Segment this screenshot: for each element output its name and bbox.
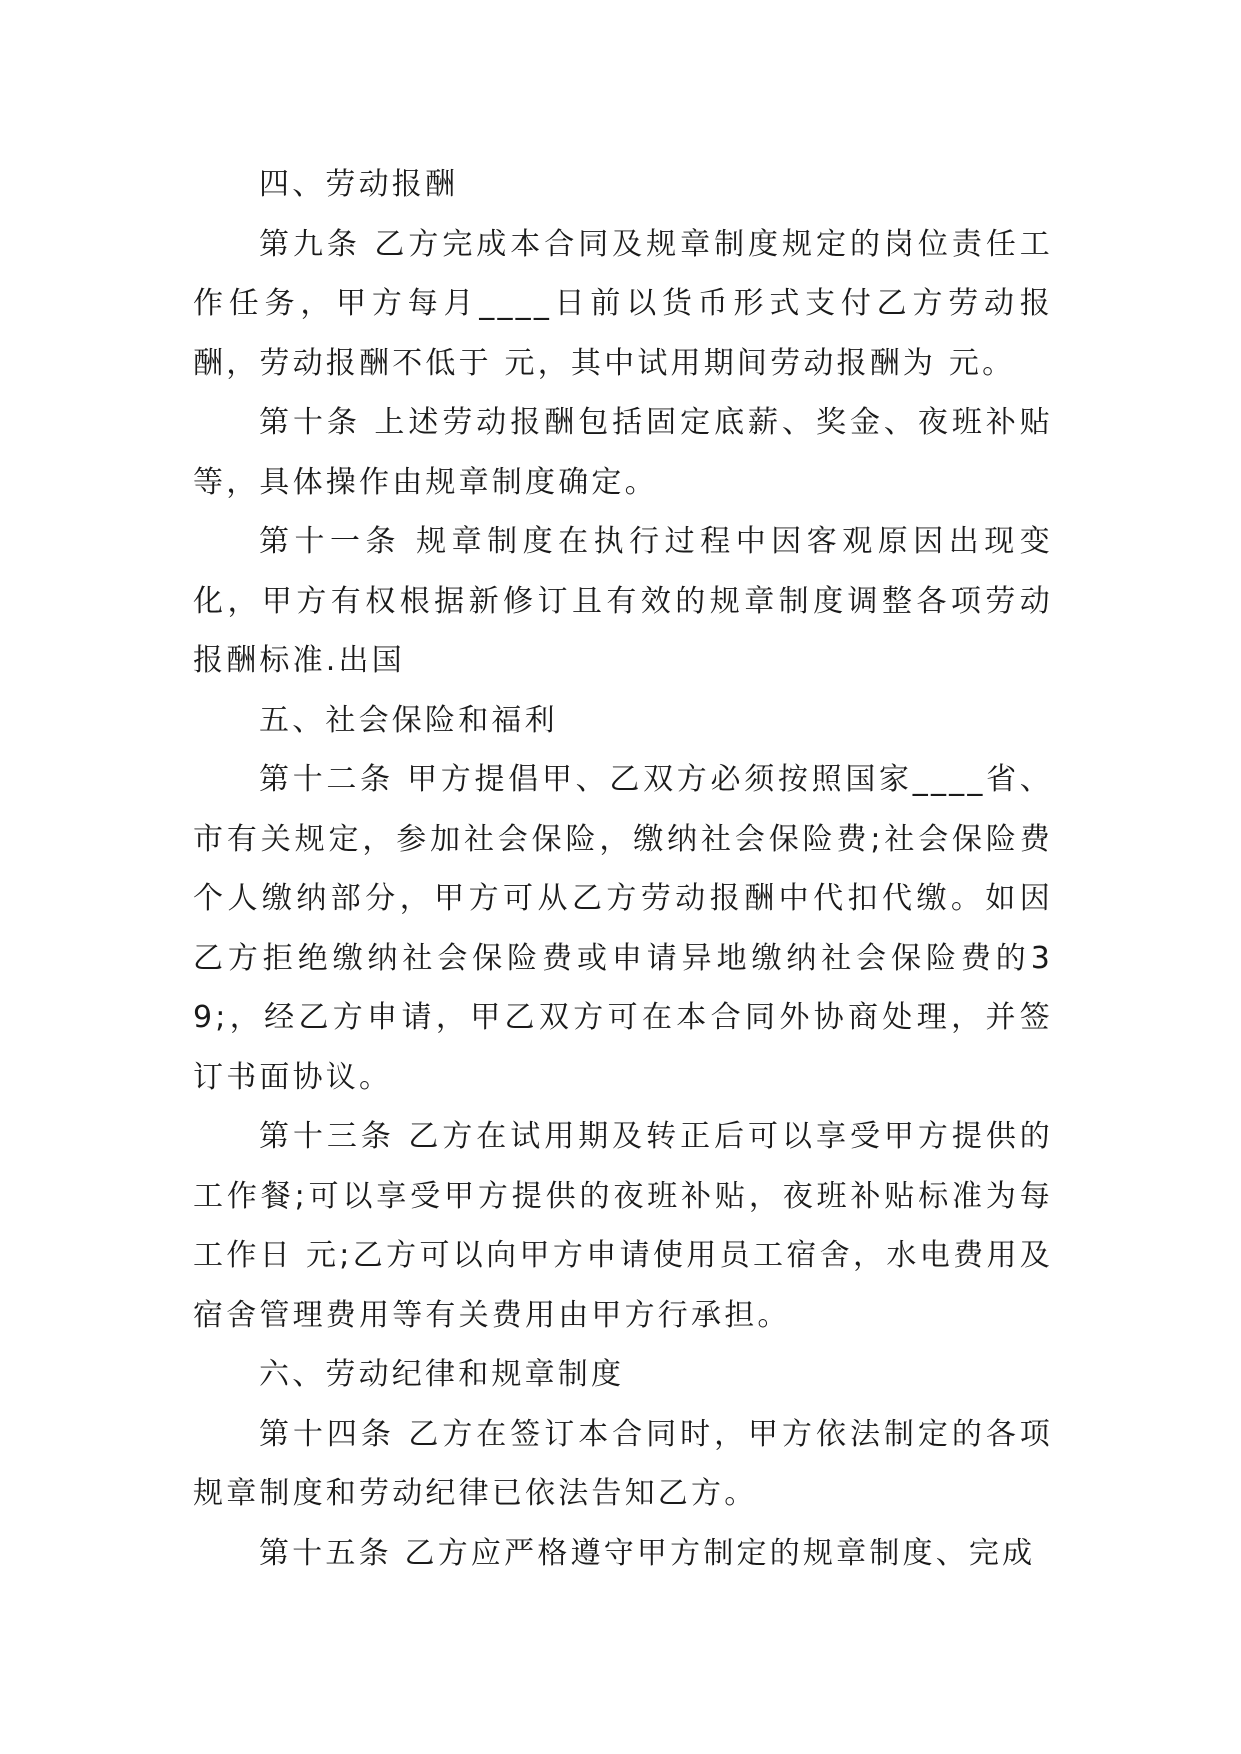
section-heading-labor-remuneration: 四、劳动报酬 [259, 167, 459, 202]
article-9: 第九条 乙方完成本合同及规章制度规定的岗位责任工作任务，甲方每月____日前以货币形式支付乙方劳动报酬，劳动报酬不低于 元，其中试用期间劳动报酬为 元。 [193, 226, 1053, 381]
article-14: 第十四条 乙方在签订本合同时，甲方依法制定的各项规章制度和劳动纪律已依法告知乙方。 [193, 1416, 1053, 1511]
section-heading-labor-discipline: 六、劳动纪律和规章制度 [259, 1357, 625, 1392]
article-10: 第十条 上述劳动报酬包括固定底薪、奖金、夜班补贴等，具体操作由规章制度确定。 [193, 405, 1053, 500]
article-15: 第十五条 乙方应严格遵守甲方制定的规章制度、完成 [259, 1535, 1036, 1571]
article-13: 第十三条 乙方在试用期及转正后可以享受甲方提供的工作餐;可以享受甲方提供的夜班补贴，夜班补贴标准为每工作日 元;乙方可以向甲方申请使用员工宿舍，水电费用及宿舍管理费用等有关费用由甲方行承担。 [193, 1119, 1053, 1333]
section-heading-social-insurance: 五、社会保险和福利 [259, 702, 558, 738]
article-12: 第十二条 甲方提倡甲、乙双方必须按照国家____省、市有关规定，参加社会保险，缴纳社会保险费;社会保险费个人缴纳部分，甲方可从乙方劳动报酬中代扣代缴。如因乙方拒绝缴纳社会保险费或申请异地缴纳社会保险费的39;，经乙方申请，甲乙双方可在本合同外协商处理，并签订书面协议。 [193, 762, 1053, 1095]
document-body [193, 155, 1053, 1583]
article-11: 第十一条 规章制度在执行过程中因客观原因出现变化，甲方有权根据新修订且有效的规章制度调整各项劳动报酬标准.出国 [193, 524, 1053, 678]
